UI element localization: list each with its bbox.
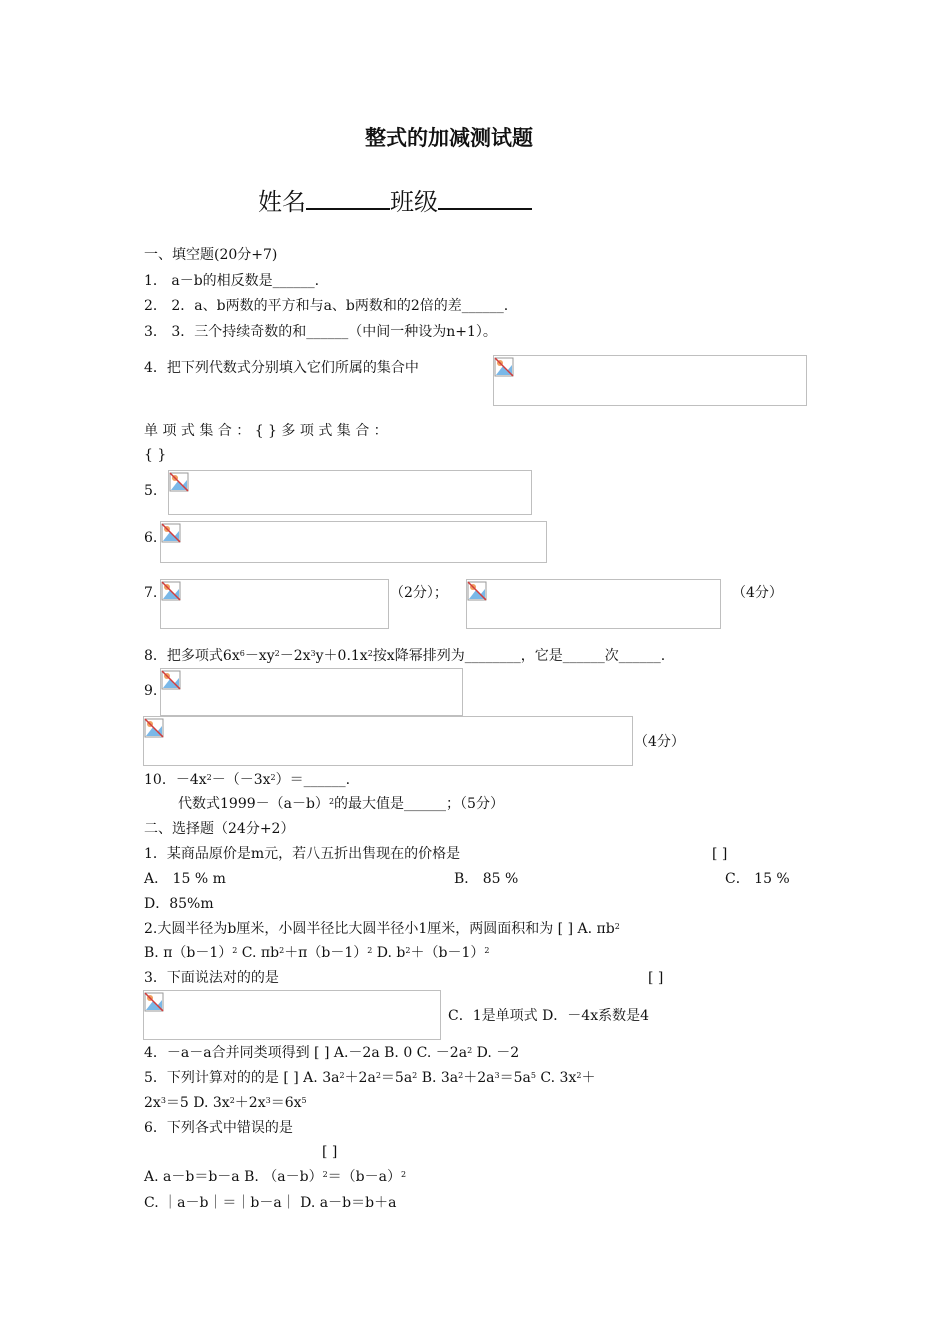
question-1-7-score-a: （2分）； [390,585,448,601]
question-2-1-option-d: D．85%m [144,896,214,912]
name-blank[interactable] [306,184,390,210]
question-2-6: 6．下列各式中错误的是 [144,1120,293,1136]
broken-image-icon [144,718,164,738]
image-frame-q6 [160,521,547,563]
broken-image-icon [494,357,514,377]
question-1-9: 9. [144,683,158,699]
question-2-1-option-a: A． 15 % m [144,871,226,887]
question-1-9-score: （4分） [634,734,685,750]
question-1-4-sets-line2: { } [144,447,167,463]
question-2-6-line2: C. ｜a－b｜＝｜b－a｜ D. a－b＝b＋a [144,1195,397,1211]
name-class-line [258,182,532,217]
question-2-5: 5．下列计算对的的是 [ ] A. $3a^2+2a^2=5a^2$ B. $3a^2+2a^3=5a^5$ C. $3x^2+$ [144,1070,596,1086]
image-frame-q9 [160,668,463,716]
image-frame-q4 [493,355,807,406]
page-title: 整式的加减测试题 [365,126,533,150]
class-blank[interactable] [438,184,532,210]
question-2-3: 3．下面说法对的的是 [144,970,279,986]
broken-image-icon [169,472,189,492]
question-2-2: 2.大圆半径为b厘米，小圆半径比大圆半径小1厘米，两圆面积和为 [ ] A. $\pi b^2$ [144,921,620,937]
question-2-1-option-c: C． 15 % [725,871,790,887]
section2-heading: 二、选择题（24分+2） [144,821,295,837]
question-1-7: 7. [144,585,158,601]
name-label: 姓名 [258,188,306,216]
question-1-7-score-b: （4分） [732,585,783,601]
question-1-1: 1． a－b的相反数是______. [144,273,320,289]
question-2-6-bracket: [ ] [322,1144,338,1160]
question-1-4: 4．把下列代数式分别填入它们所属的集合中 [144,360,419,376]
question-2-6-line1: A. a－b＝b－a B. $(a-b)^2=(b-a)^2$ [144,1169,407,1185]
broken-image-icon [161,581,181,601]
image-frame-q5 [168,470,532,515]
question-1-2: 2． 2．a、b两数的平方和与a、b两数和的2倍的差______. [144,298,509,314]
broken-image-icon [161,523,181,543]
broken-image-icon [144,992,164,1012]
question-1-10: 10．$-4x^2-(-3x^2)=\_\_\_\_\_\_$. [144,772,351,788]
image-frame-q7a [160,579,389,629]
broken-image-icon [161,670,181,690]
broken-image-icon [467,581,487,601]
image-frame-q7b [466,579,721,629]
question-2-1-option-b: B． 85 % [454,871,519,887]
question-2-4: 4．－a－a合并同类项得到 [ ] A.－2a B. 0 C. $-2a^2$ D. －2 [144,1045,520,1061]
question-1-6: 6. [144,530,158,546]
question-2-1-bracket: [ ] [712,846,728,862]
question-2-1: 1．某商品原价是m元，若八五折出售现在的价格是 [144,846,461,862]
question-1-10-line2: 代数式$1999-(a-b)^2$的最大值是______；（5分） [178,796,504,812]
question-2-3-bracket: [ ] [648,970,664,986]
question-1-3: 3． 3．三个持续奇数的和______（中间一种设为n+1）。 [144,324,497,340]
question-2-5-line2: $2x^3=5$ D. $3x^2+2x^3=6x^5$ [144,1095,307,1111]
question-1-5: 5. [144,483,158,499]
question-1-4-sets-line1: 单 项 式 集 合 ： { } 多 项 式 集 合 ： [144,423,388,439]
section1-heading: 一、填空题(20分+7) [144,247,278,263]
question-1-8: 8．把多项式$6x^6-xy^2-2x^3y+0.1x^2$按x降幂排列为________，它是______次______. [144,648,666,664]
question-2-2-line2: B. $\pi(b-1)^2$ C. $\pi b^2+\pi(b-1)^2$ D. $b^2+(b-1)^2$ [144,945,490,961]
class-label: 班级 [390,188,438,216]
image-frame-q9b [143,716,633,766]
question-2-3-options: C．1是单项式 D．－4x系数是4 [448,1008,650,1024]
image-frame-q2-3 [143,990,441,1040]
